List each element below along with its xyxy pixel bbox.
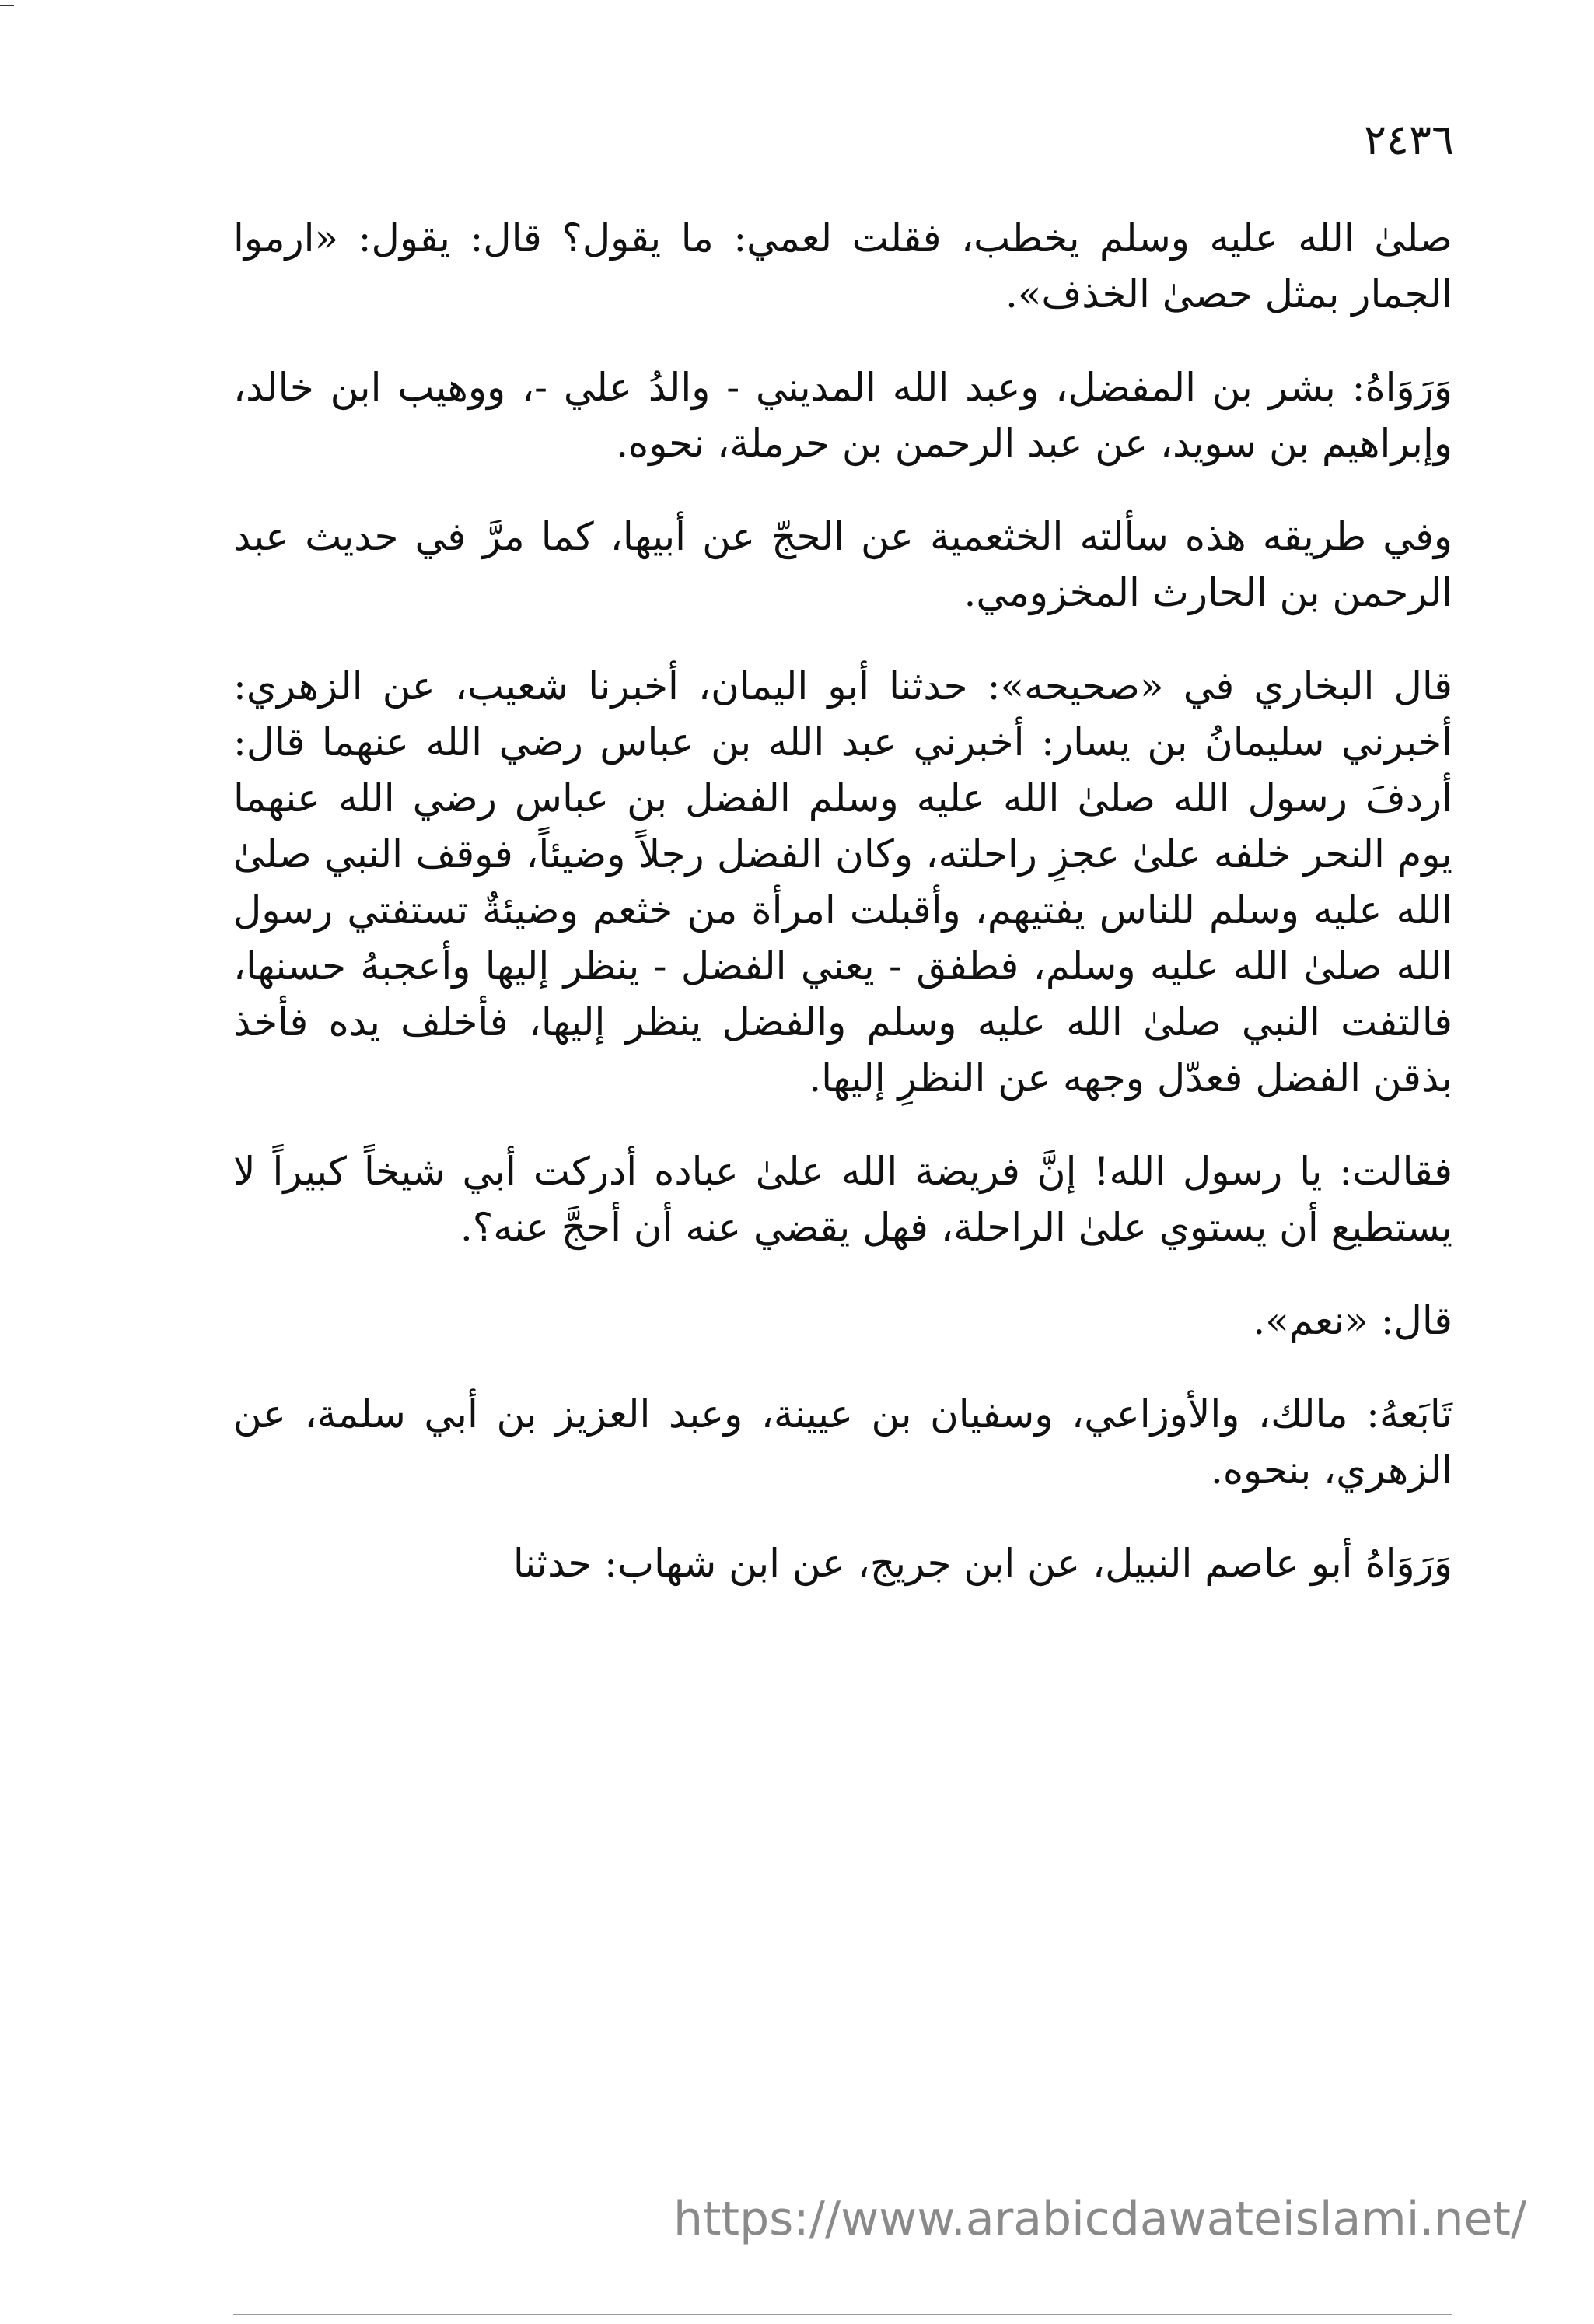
corner-mark <box>0 5 14 6</box>
paragraph-8: وَرَوَاهُ أبو عاصم النبيل، عن ابن جريج، عن ابن شهاب: حدثنا <box>512 1541 1452 1586</box>
paragraph-1: صلىٰ الله عليه وسلم يخطب، فقلت لعمي: ما يقول؟ قال: يقول: «ارموا الجمار بمثل حصىٰ الخذف». <box>233 215 1452 317</box>
body-text <box>233 210 1452 1591</box>
paragraph-3: وفي طريقه هذه سألته الخثعمية عن الحجّ عن أبيها، كما مرَّ في حديث عبد الرحمن بن الحارث المخزومي. <box>233 514 1452 615</box>
paragraph-5: فقالت: يا رسول الله! إنَّ فريضة الله علىٰ عباده أدركت أبي شيخاً كبيراً لا يستطيع أن يستوي علىٰ الراحلة، فهل يقضي عنه أن أحجَّ عنه؟. <box>233 1149 1452 1250</box>
page-number: ٢٤٣٦ <box>1363 115 1454 164</box>
paragraph-6: قال: «نعم». <box>1253 1298 1452 1343</box>
watermark-url: https://www.arabicdawateislami.net/ <box>673 2192 1527 2246</box>
paragraph-2: وَرَوَاهُ: بشر بن المفضل، وعبد الله المديني - والدُ علي -، ووهيب ابن خالد، وإبراهيم بن سويد، عن عبد الرحمن بن حرملة، نحوه. <box>233 365 1452 466</box>
paragraph-4: قال البخاري في «صحيحه»: حدثنا أبو اليمان، أخبرنا شعيب، عن الزهري: أخبرني سليمانُ بن يسار: أخبرني عبد الله بن عباس رضي الله عنهما قال: أردفَ رسول الله صلىٰ الله عليه وسلم الفضل بن عباس رضي الله عنهما يوم النحر خلفه علىٰ عجزِ راحلته، وكان الفضل رجلاً وضيئاً، فوقف النبي صلىٰ الله عليه وسلم للناس يفتيهم، وأقبلت امرأة من خثعم وضيئةٌ تستفتي رسول الله صلىٰ الله عليه وسلم، فطفق - يعني الفضل - ينظر إليها وأعجبهُ حسنها، فالتفت النبي صلىٰ الله عليه وسلم والفضل ينظر إليها، فأخلف يده فأخذ بذقن الفضل فعدّل وجهه عن النظرِ إليها. <box>233 663 1452 1101</box>
paragraph-7: تَابَعهُ: مالك، والأوزاعي، وسفيان بن عيينة، وعبد العزيز بن أبي سلمة، عن الزهري، بنحوه. <box>233 1391 1452 1493</box>
bottom-rule <box>233 2314 1452 2315</box>
